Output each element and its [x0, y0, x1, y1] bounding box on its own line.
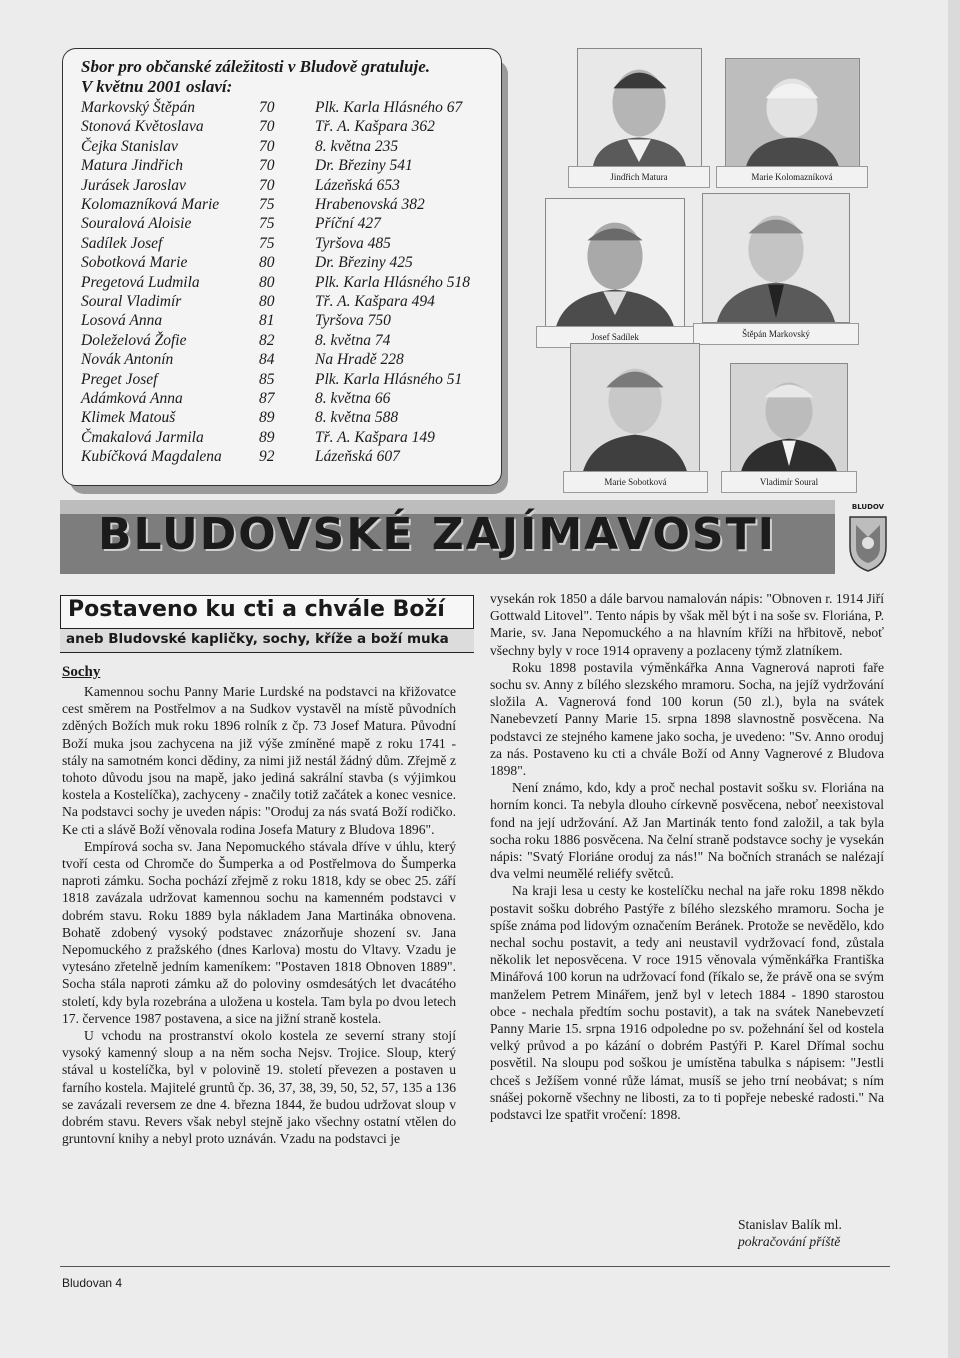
- page-footer: Bludovan 4: [62, 1276, 123, 1290]
- person-name: Adámková Anna: [81, 390, 183, 407]
- person-address: Lázeňská 607: [315, 448, 400, 466]
- section-heading: Sochy: [62, 664, 101, 680]
- person-address: Dr. Březiny 425: [315, 254, 413, 272]
- article-column-right: [490, 590, 884, 1123]
- person-name: Klimek Matouš: [81, 409, 176, 427]
- greeting-row: [81, 157, 501, 176]
- greeting-box: [62, 48, 502, 486]
- paragraph: vysekán rok 1850 a dále barvou namalován nápis: "Obnoven r. 1914 Jiří Gottwald Litovel". Tento nápis by však měl být i na soše sv. Floriána, P. Marie, sv. Jana Nepomuckého a na hlavním kříži na hřbitově, neboť všechny byly v roce 1914 opraveny a pozlaceny týmž zlatníkem.: [490, 591, 884, 658]
- person-name: Stonová Květoslava: [81, 118, 204, 136]
- person-age: 80: [259, 254, 275, 272]
- greeting-row: [81, 177, 501, 196]
- person-name: Losová Anna: [81, 312, 163, 330]
- person-name: Kolomazníková Marie: [81, 196, 220, 213]
- person-name: Markovský Štěpán: [81, 99, 196, 116]
- person-address: Lázeňská 653: [315, 176, 400, 194]
- person-name: Kubíčková Magdalena: [81, 448, 222, 466]
- person-age: 81: [259, 312, 275, 330]
- greeting-row: [81, 371, 501, 390]
- greeting-subheading: V květnu 2001 oslaví:: [81, 77, 233, 96]
- photo-caption: Vladimír Soural: [759, 477, 819, 487]
- person-age: 89: [259, 428, 275, 446]
- person-address: Plk. Karla Hlásného 67: [315, 99, 463, 116]
- person-name: Matura Jindřich: [81, 157, 184, 175]
- person-name: Doleželová Žofie: [81, 331, 187, 349]
- crest-label: BLUDOV: [851, 503, 885, 511]
- photo-jindrich-matura: [577, 48, 702, 168]
- greeting-row: [81, 118, 501, 137]
- person-name: Jurásek Jaroslav: [81, 176, 186, 194]
- continuation-note: pokračování příště: [738, 1234, 841, 1249]
- greeting-row: [81, 196, 501, 215]
- greeting-row: [81, 448, 501, 467]
- greeting-row: [81, 293, 501, 312]
- paragraph: Není známo, kdo, kdy a proč nechal postavit sošku sv. Floriána na horním konci. Ta nebyla dlouho církevně posvěcena, neboť neexistoval fond na její udržování. Až Jan Martinák tento fond založil, a tak byla socha roku 1886 posvěcena. Na čelní straně podstavce sochy je vysekán nápis: "Svatý Floriáne oroduj za nás!" Na bočních stranách se nalézají dva velmi neumělé reliéfy světců.: [490, 780, 884, 882]
- person-address: Tř. A. Kašpara 149: [315, 428, 435, 446]
- greeting-row: [81, 254, 501, 273]
- person-age: 70: [259, 137, 275, 155]
- person-name: Souralová Aloisie: [81, 215, 192, 233]
- bludov-crest-icon: [842, 503, 894, 573]
- person-address: 8. května 66: [315, 390, 391, 407]
- person-age: 87: [259, 390, 275, 407]
- greeting-row: [81, 332, 501, 351]
- person-address: 8. května 588: [315, 409, 399, 427]
- greeting-row: [81, 215, 501, 234]
- photo-caption: Marie Sobotková: [604, 477, 667, 487]
- photo-caption: Štěpán Markovský: [742, 329, 810, 339]
- article-subtitle: aneb Bludovské kapličky, sochy, kříže a boží muka: [66, 631, 449, 647]
- paragraph: Empírová socha sv. Jana Nepomuckého stávala dříve v úhlu, který tvoří cesta od Chromče do Šumperka a od Postřelmova do Šumperka naproti zámku. Socha pochází zřejmě z roku 1818, kdy se obec 25. září 1818 zavázala udržovat kamennou sochu na kamenném podstavci v dobrém stavu. Roku 1889 byla nákladem Jana Martináka obnovena. Bohatě zdobený vysoký podstavec znázorňuje shození sv. Jana Nepomuckého z pražského (dnes Karlova) mostu do Vltavy. Vzadu je vytesáno zřetelně jedním kameníkem: "Postaven 1818 Obnoven 1889". Socha stála naproti zámku až do poloviny osmdesátých let dvacátého století, kdy byla rozebrána a uložena u kostela. Tam byla po dvou letech 17. července 1987 postavena, a sice na jižní straně kostela.: [62, 838, 456, 1026]
- paragraph: Na kraji lesa u cesty ke kostelíčku nechal na jaře roku 1898 někdo postavit sošku dobrého Pastýře z bílého slezského mramoru. Socha je spíše známa pod lidovým označením Beránek. Protože se nevědělo, kdo nechal sochu postavit, a tedy ani neustavil vydržovací fond, zůstala několik let neposvěcena. V roce 1915 věnovala výměnkářka Františka Minářová 100 korun na udržovací fond (říkalo se, že právě ona se svým manželem Petrem Minářem, jenž byl v letech 1884 - 1890 starostou obce - nechala předtím sochu postavit), a tak na svátek Nanebevzetí Panny Marie 15. srpna 1916 odpoledne po sv. požehnání šel od kostela velký průvod a po kázání o dobrém Pastýři P. Karel Dřímal sochu posvětil. Na sloupu pod soškou je umístěna tabulka s nápisem: "Jestli chceš s Ježíšem vonné růže lámat, musíš se jeho trní neobávat; s ním snášej pokorně všechny ne libosti, za to ti popřeje nebeské radosti." Na podstavci lze spatřit vročení: 1898.: [490, 883, 884, 1123]
- person-address: Příční 427: [315, 215, 381, 233]
- person-age: 70: [259, 118, 275, 136]
- person-address: Hrabenovská 382: [315, 196, 425, 213]
- photo-marie-sobotkova: [570, 343, 700, 473]
- page-edge: [948, 0, 960, 1358]
- banner-title: BLUDOVSKÉ ZAJÍMAVOSTI: [98, 509, 777, 560]
- person-age: 75: [259, 234, 275, 252]
- photo-caption: Marie Kolomazníková: [751, 172, 833, 182]
- person-age: 85: [259, 370, 275, 388]
- person-age: 84: [259, 351, 275, 369]
- person-name: Soural Vladimír: [81, 293, 182, 310]
- paragraph: Kamennou sochu Panny Marie Lurdské na podstavci na křižovatce cest směrem na Postřelmov a na Sudkov vystavěl na místě původních zděných Božích muk roku 1896 rolník z čp. 73 Josef Matura. Původní Boží muka jsou zachycena na již výše zmíněné mapě z roku 1741 - stály na samotném konci dědiny, za nimi již nestál žádný dům. Zřejmě z tohoto důvodu jsou na mapě, jako jediná sakrální stavba (s výjimkou kostela a Kostelíčka), zachyceny - značily totiž začátek a konec vesnice. Na podstavci sochy je uveden nápis: "Oroduj za nás svatá Boží rodičko. Ke cti a slávě Boží věnovala rodina Josefa Matury z Bludova 1896".: [62, 684, 456, 837]
- paragraph: U vchodu na prostranství okolo kostela ze severní strany stojí vysoký kamenný sloup a na něm socha Nejsv. Trojice. Sloup, který stával u kostelíčka, byl v polovině 19. století převezen a postaven u farního kostela. Majitelé gruntů čp. 36, 37, 38, 39, 50, 52, 57, 135 a 136 se zavázali reversem ze dne 4. března 1844, že budou udržovat sloup v dobrém stavu. Revers však nebyl stejně jako všechny ostatní vtělen do gruntovní knihy a nebyl proto uznáván. Vzadu na podstavci je: [62, 1028, 456, 1147]
- greeting-row: [81, 409, 501, 428]
- person-name: Sobotková Marie: [81, 254, 188, 272]
- photo-caption: Josef Sadílek: [591, 332, 639, 342]
- paragraph: Roku 1898 postavila výměnkářka Anna Vagnerová naproti faře sochu sv. Anny z bílého slezského mramoru. Socha, na jejíž vydržování složila A. Vagnerová fond 100 korun (50 zl.), byla na svátek Nanebevzetí Panny Marie 15. srpna 1898 slavnostně posvěcena. Na podstavci ze stejného kamene jako socha, je uvedeno: "Sv. Anno oroduj za nás. Postaveno ku cti a chvále Boží od Anny Vagnerové z Bludova 1898".: [490, 659, 884, 779]
- person-age: 92: [259, 448, 275, 466]
- article-column-left: [62, 683, 456, 1147]
- person-name: Čejka Stanislav: [81, 137, 178, 155]
- person-age: 70: [259, 176, 275, 194]
- footer-divider: [60, 1266, 890, 1267]
- person-name: Novák Antonín: [81, 351, 174, 369]
- photo-josef-sadilek: [545, 198, 685, 328]
- person-address: Plk. Karla Hlásného 51: [315, 370, 463, 388]
- person-age: 70: [259, 157, 275, 175]
- person-age: 82: [259, 331, 275, 349]
- greeting-row: [81, 312, 501, 331]
- greeting-heading: Sbor pro občanské záležitosti v Bludově gratuluje.: [81, 57, 430, 76]
- person-age: 80: [259, 293, 275, 310]
- person-address: 8. května 235: [315, 137, 399, 155]
- person-address: 8. května 74: [315, 331, 391, 349]
- person-age: 80: [259, 273, 275, 291]
- person-address: Tyršova 750: [315, 312, 391, 330]
- photo-marie-kolomaznikova: [725, 58, 860, 168]
- greeting-row: [81, 138, 501, 157]
- person-age: 70: [259, 99, 275, 116]
- person-age: 75: [259, 215, 275, 233]
- person-address: Plk. Karla Hlásného 518: [315, 273, 470, 291]
- photo-vladimir-soural: [730, 363, 848, 473]
- greeting-row: [81, 274, 501, 293]
- photo-caption: Jindřich Matura: [610, 172, 668, 182]
- greeting-row: [81, 429, 501, 448]
- article-title: Postaveno ku cti a chvále Boží: [68, 597, 445, 622]
- person-address: Na Hradě 228: [315, 351, 404, 369]
- person-address: Tř. A. Kašpara 362: [315, 118, 435, 136]
- greeting-row: [81, 351, 501, 370]
- person-name: Čmakalová Jarmila: [81, 428, 204, 446]
- author-name: Stanislav Balík ml.: [738, 1217, 842, 1232]
- person-name: Sadílek Josef: [81, 234, 163, 252]
- photo-stepan-markovsky: [702, 193, 850, 323]
- person-age: 75: [259, 196, 275, 213]
- person-address: Tř. A. Kašpara 494: [315, 293, 435, 310]
- person-address: Dr. Březiny 541: [315, 157, 413, 175]
- person-name: Preget Josef: [81, 370, 158, 388]
- greeting-row: [81, 235, 501, 254]
- person-name: Pregetová Ludmila: [81, 273, 200, 291]
- person-address: Tyršova 485: [315, 234, 391, 252]
- greeting-row: [81, 390, 501, 409]
- person-age: 89: [259, 409, 275, 427]
- greeting-row: [81, 99, 501, 118]
